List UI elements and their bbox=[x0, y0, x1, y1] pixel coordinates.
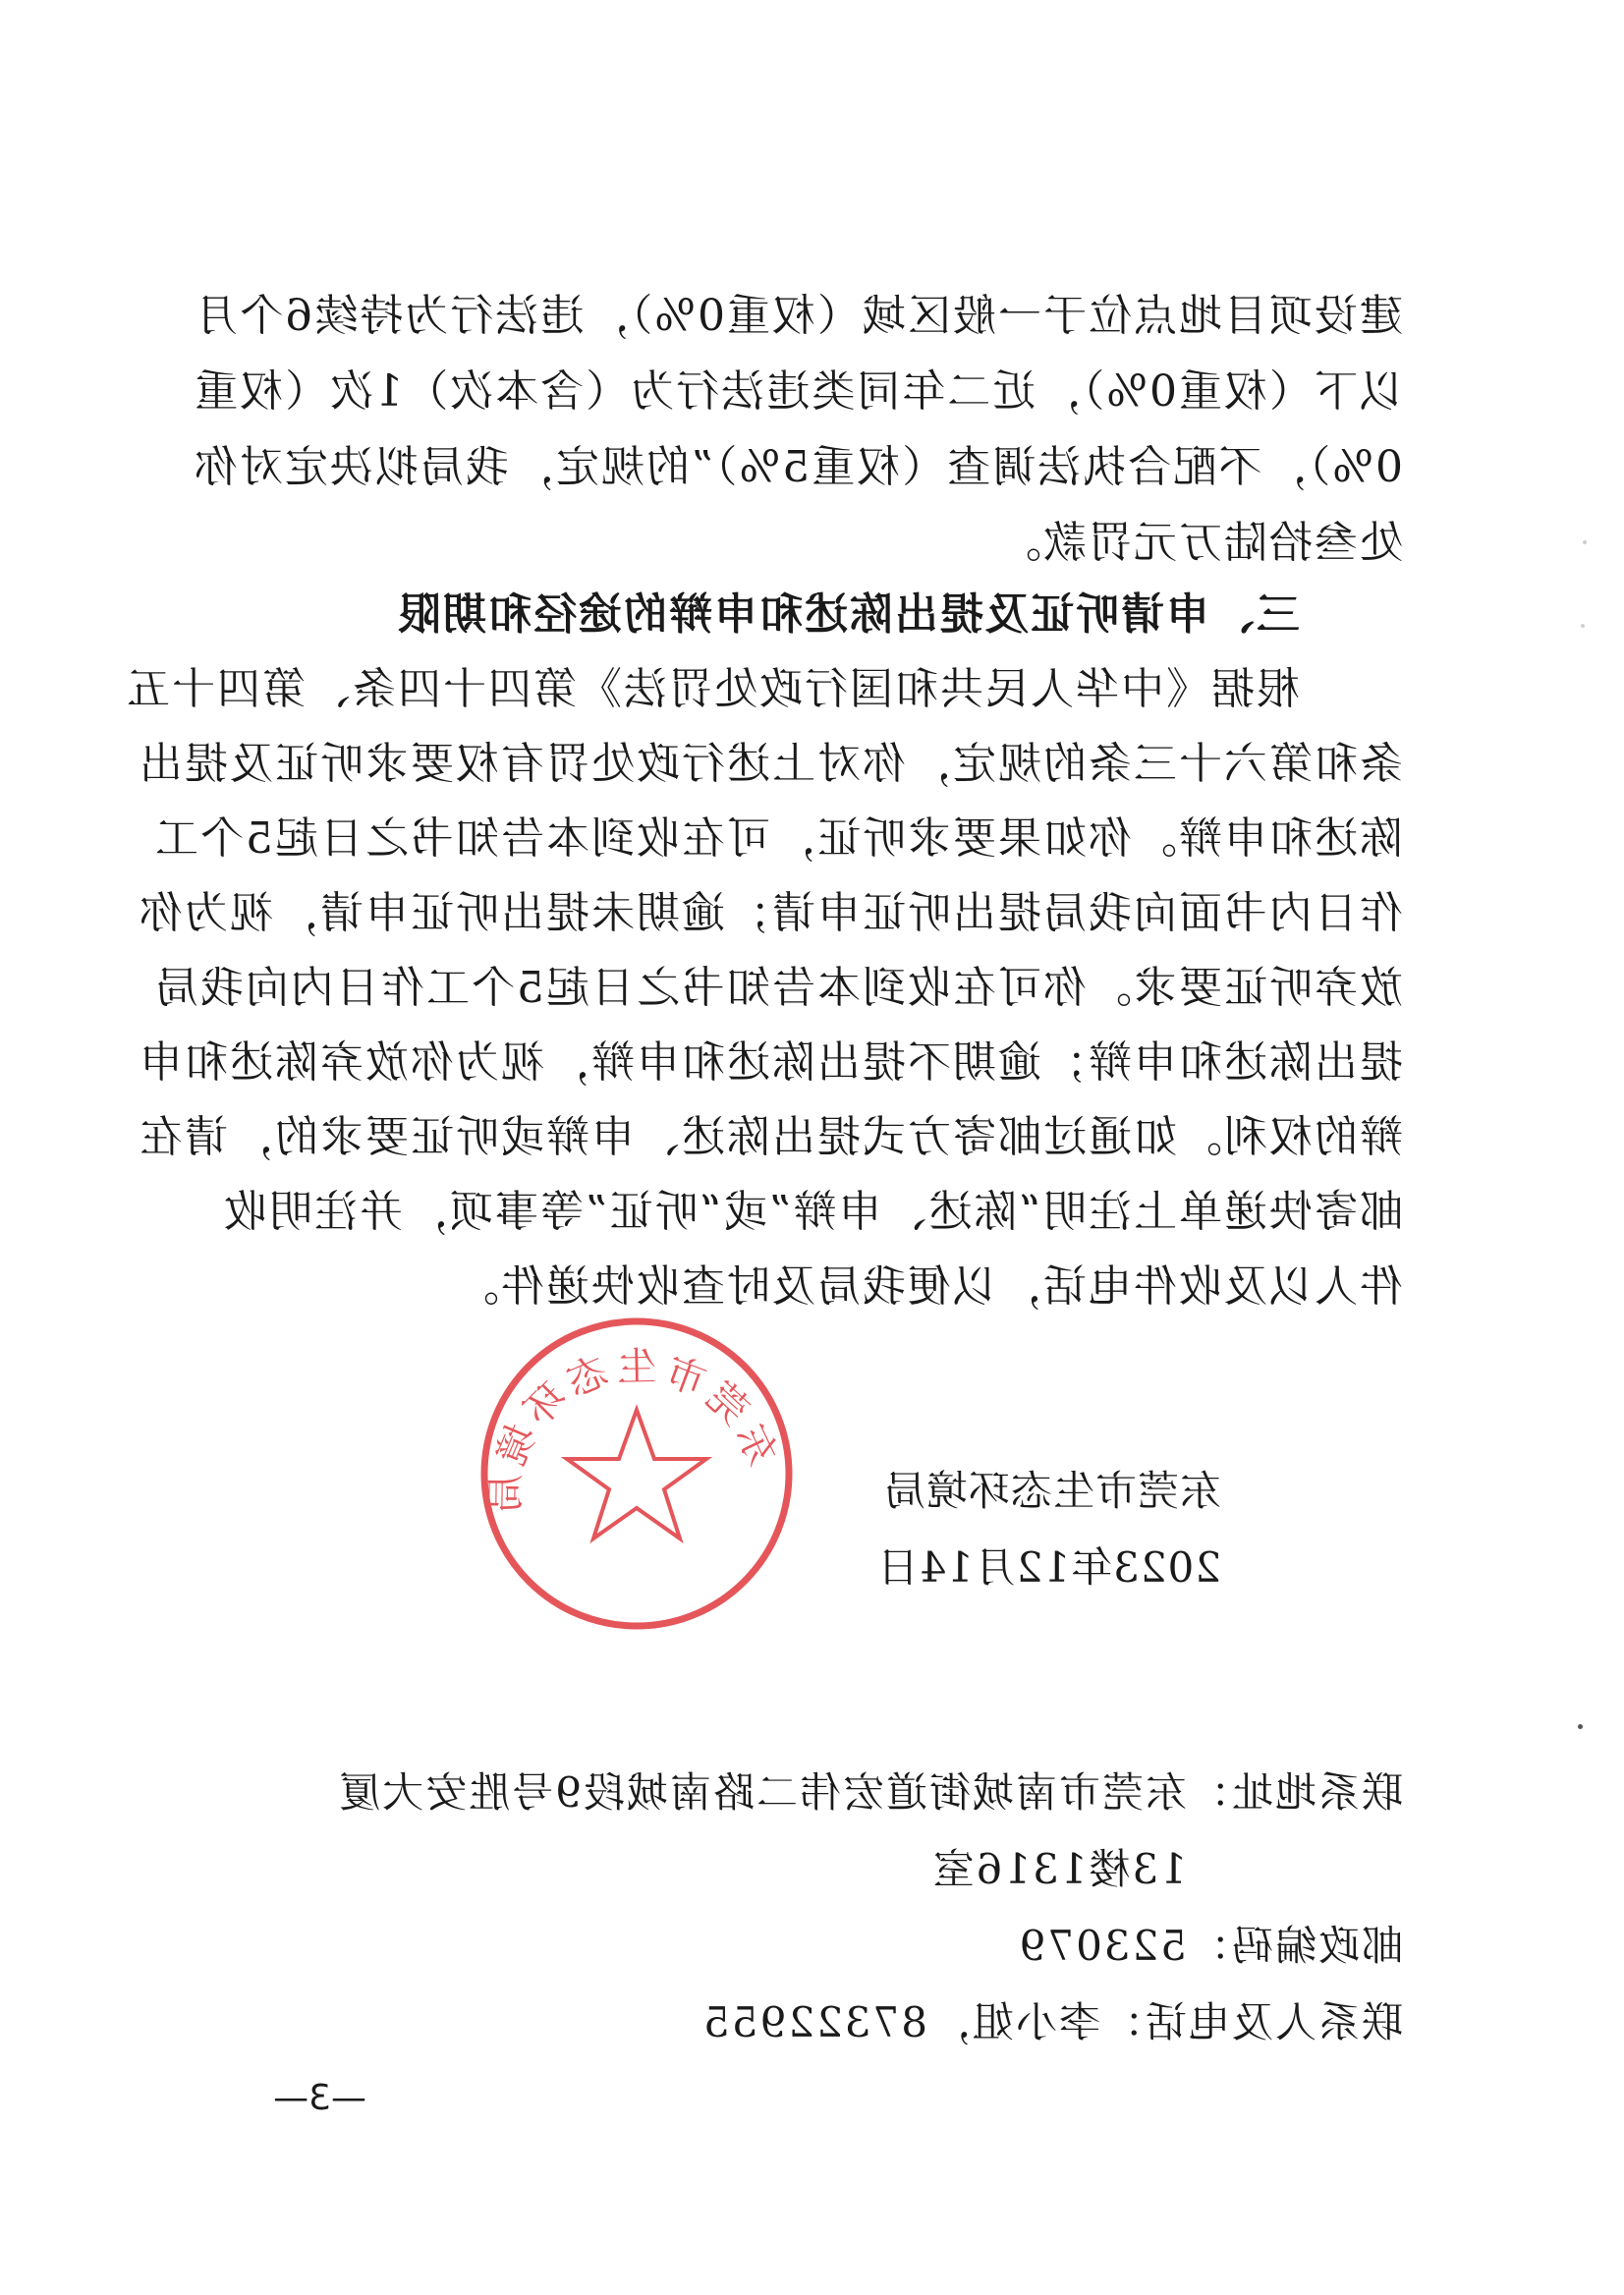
paragraph-line: 辩的权利。如通过邮寄方式提出陈述、申辩或听证要求的，请在 bbox=[138, 1112, 1403, 1162]
signing-organization: 东莞市生态环境局 bbox=[882, 1467, 1221, 1515]
signing-date: 2023年12月14日 bbox=[876, 1543, 1221, 1592]
paragraph-line: 陈述和申辩。你如果要求听证，可在收到本告知书之日起5个工 bbox=[153, 813, 1403, 864]
paragraph-line: 0%），不配合执法调查（权重5%）”的规定，我局拟决定对你 bbox=[192, 442, 1403, 492]
scan-speck bbox=[1583, 540, 1587, 544]
contact-address-line2: 13楼1316室 bbox=[930, 1845, 1187, 1893]
paragraph-line: 条和第六十三条的规定，你对上述行政处罚有权要求听证及提出 bbox=[138, 739, 1403, 789]
svg-text:东莞市生态环境局: 东莞市生态环境局 bbox=[482, 1344, 785, 1520]
paragraph-line: 以下（权重0%），近二年同类违法行为（含本次）1次（权重 bbox=[193, 366, 1403, 417]
paragraph-line: 提出陈述和申辩；逾期不提出陈述和申辩，视为你放弃陈述和申 bbox=[138, 1037, 1403, 1088]
official-seal bbox=[475, 1312, 799, 1636]
person-value: 李小姐，87322955 bbox=[701, 1998, 1100, 2046]
person-label: 联系人及电话： bbox=[1099, 1998, 1403, 2046]
seal-star-icon bbox=[567, 1410, 706, 1539]
paragraph-line: 建设项目地点位于一般区域（权重0%），违法行为持续6个月 bbox=[193, 291, 1403, 341]
paragraph-line: 邮寄快递单上注明“陈述、申辩”或“听证”等事项，并注明收 bbox=[222, 1187, 1403, 1237]
address-value: 东莞市南城街道宏伟二路南城段9号胜安大厦 bbox=[337, 1768, 1187, 1817]
paragraph-line: 作日内书面向我局提出听证申请；逾期未提出听证申请，视为你 bbox=[138, 888, 1403, 938]
contact-address bbox=[337, 1768, 1403, 1817]
paragraph-line: 放弃听证要求。你可在收到本告知书之日起5个工作日内向我局 bbox=[153, 963, 1403, 1013]
address-label: 联系地址： bbox=[1186, 1768, 1403, 1817]
scan-speck bbox=[1578, 1724, 1583, 1729]
postcode-value: 523079 bbox=[1017, 1922, 1187, 1970]
contact-postcode bbox=[1017, 1922, 1403, 1970]
postcode-label: 邮政编码： bbox=[1186, 1922, 1403, 1970]
page-number: —3— bbox=[273, 2078, 366, 2118]
paragraph-line: 根据《中华人民共和国行政处罚法》第四十四条、第四十五 bbox=[125, 664, 1300, 714]
paragraph-line: 件人以及收件电话，以便我局及时查收快递件。 bbox=[454, 1261, 1403, 1312]
section-heading: 三、申请听证及提出陈述和申辩的途径和期限 bbox=[396, 589, 1300, 640]
contact-person bbox=[701, 1998, 1403, 2046]
paragraph-line: 处叁拾陆万元罚款。 bbox=[996, 518, 1403, 568]
scan-speck bbox=[1581, 624, 1585, 628]
